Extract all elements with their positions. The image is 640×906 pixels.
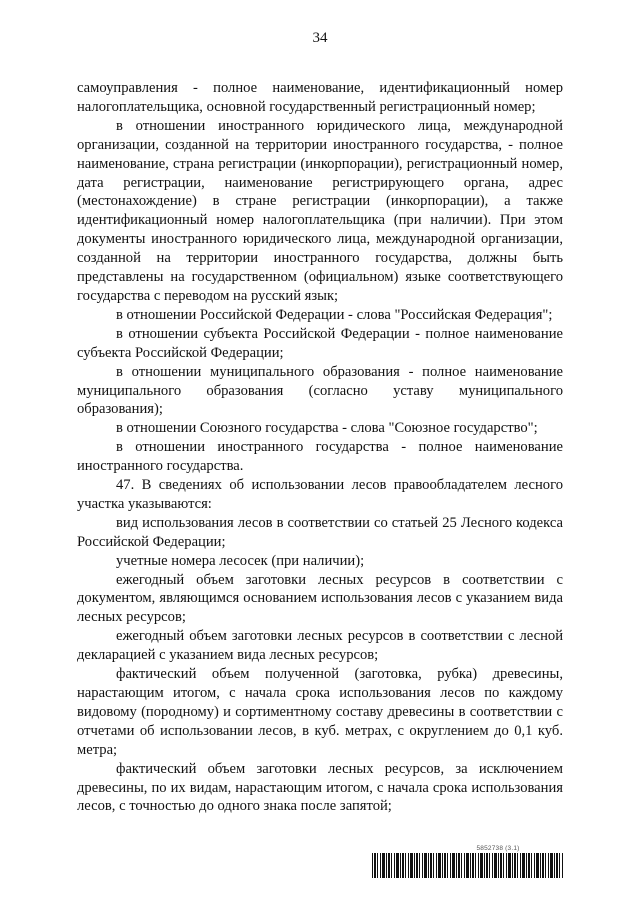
paragraph: в отношении иностранного юридического лица, международной организации, созданной на территории иностранного государства, - полное наименование, страна регистрации (инкорпорации), регистрационный номер, дата регистрации, наименование регистрирующего органа, адрес (местонахождение) в стране регистрации (инкорпорации), а также идентификационный номер налогоплательщика (при наличии). При этом документы иностранного юридического лица, международной организации, созданной на территории иностранного государства, должны быть представлены на государственном (официальном) языке соответствующего государства с переводом на русский язык;	[77, 117, 563, 304]
paragraph: ежегодный объем заготовки лесных ресурсов в соответствии с лесной декларацией с указанием вида лесных ресурсов;	[77, 628, 563, 664]
document-body	[77, 79, 563, 816]
paragraph: фактический объем полученной (заготовка, рубка) древесины, нарастающим итогом, с начала срока использования лесов по каждому видовому (породному) и сортиментному составу древесины в соответствии с отчетами об использовании лесов, в куб. метрах, с округлением до 0,1 куб. метра;	[77, 666, 563, 758]
paragraph: учетные номера лесосек (при наличии);	[116, 552, 365, 569]
paragraph: в отношении Российской Федерации - слова "Российская Федерация";	[116, 306, 553, 323]
barcode	[372, 853, 564, 878]
paragraph: ежегодный объем заготовки лесных ресурсов в соответствии с документом, являющимся основанием использования лесов с указанием вида лесных ресурсов;	[77, 571, 563, 626]
paragraph: 47. В сведениях об использовании лесов правообладателем лесного участка указываются:	[77, 477, 563, 512]
paragraph: в отношении субъекта Российской Федерации - полное наименование субъекта Российской Федерации;	[77, 325, 563, 361]
paragraph: самоуправления - полное наименование, идентификационный номер налогоплательщика, основной государственный регистрационный номер;	[77, 80, 563, 115]
paragraph: в отношении Союзного государства - слова "Союзное государство";	[116, 420, 538, 437]
page-number: 34	[312, 30, 328, 46]
paragraph: в отношении иностранного государства - полное наименование иностранного государства.	[77, 439, 563, 475]
paragraph: фактический объем заготовки лесных ресурсов, за исключением древесины, по их видам, нарастающим итогом, с начала срока использования лесов, с точностью до одного знака после запятой;	[77, 760, 563, 815]
paragraph: в отношении муниципального образования - полное наименование муниципального образования (согласно уставу муниципального образования);	[77, 363, 563, 418]
paragraph: вид использования лесов в соответствии со статьей 25 Лесного кодекса Российской Федерации;	[77, 514, 563, 550]
document-code: 5852738 (3.1)	[476, 845, 520, 852]
